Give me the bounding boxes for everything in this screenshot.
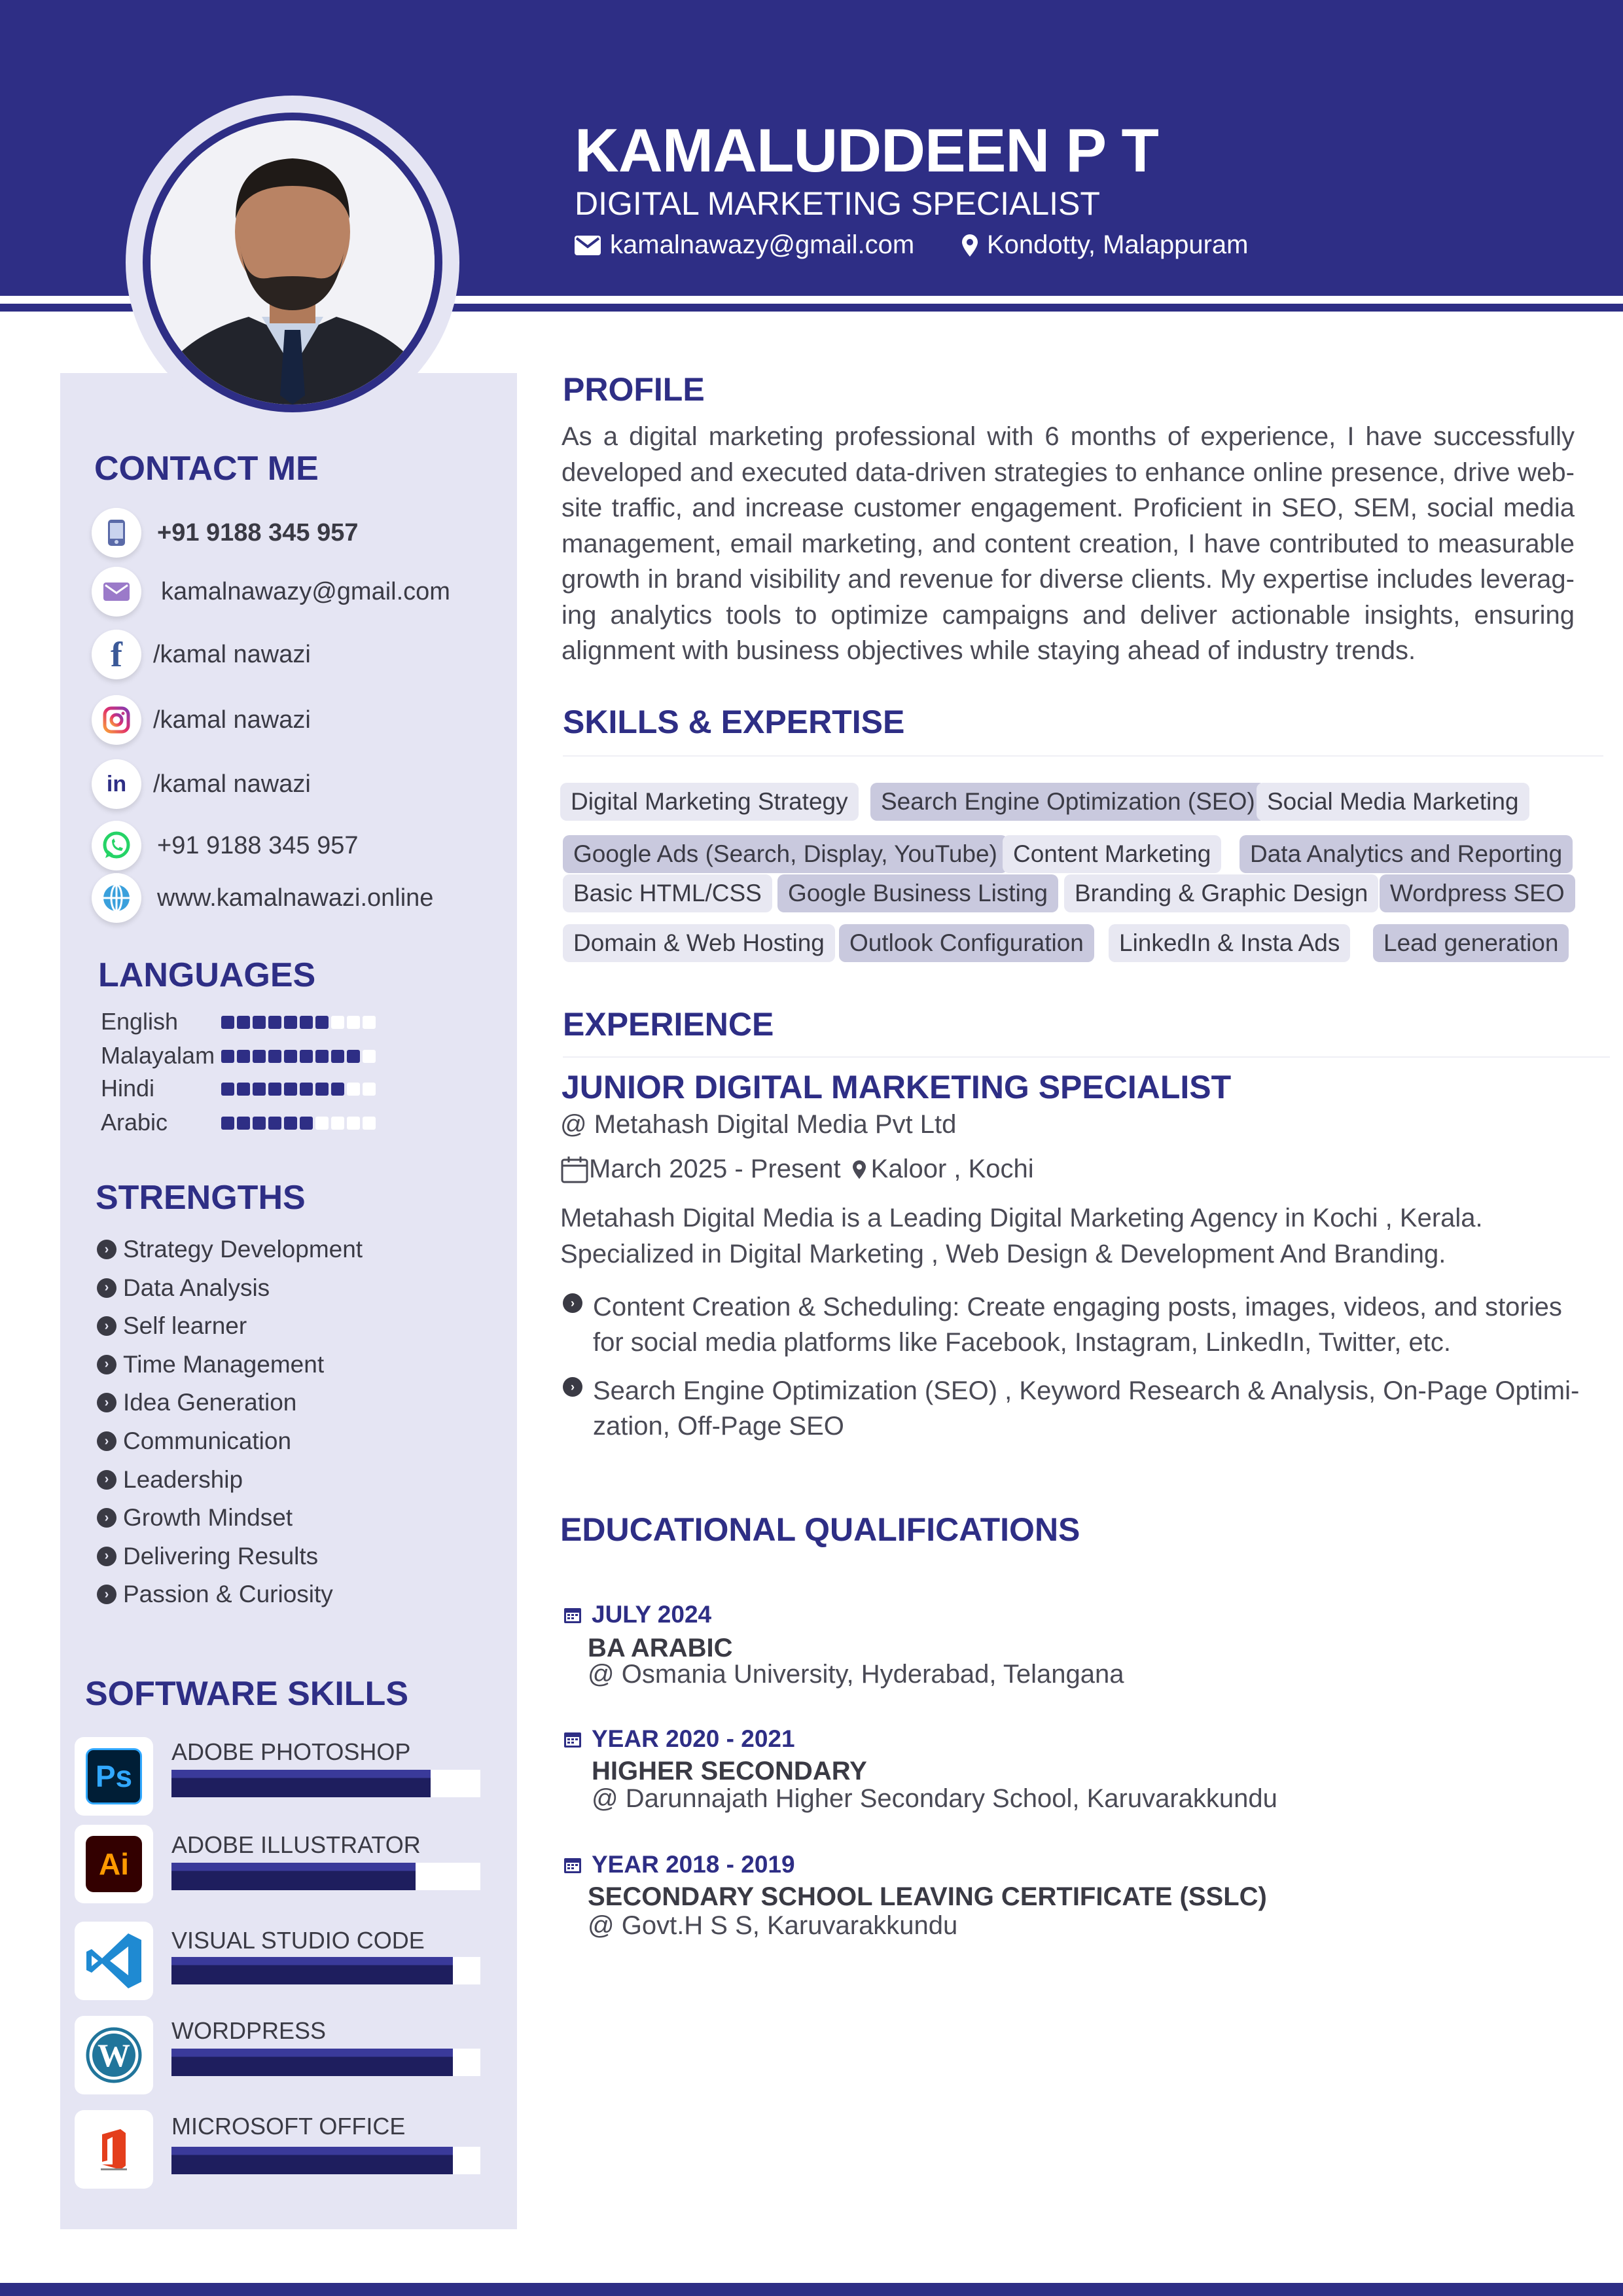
job-dates-row bbox=[560, 1155, 1034, 1184]
languages-heading: LANGUAGES bbox=[98, 956, 316, 994]
software-skill-fill bbox=[171, 2147, 453, 2174]
strength-label: Growth Mindset bbox=[123, 1504, 293, 1532]
software-name: MICROSOFT OFFICE bbox=[171, 2113, 406, 2140]
strength-item bbox=[97, 1236, 363, 1263]
contact-instagram-text: /kamal nawazi bbox=[153, 706, 311, 734]
skill-chip: Lead generation bbox=[1373, 924, 1569, 962]
mail-icon bbox=[92, 567, 141, 617]
experience-rule bbox=[563, 1056, 1610, 1058]
skill-chip: Google Business Listing bbox=[777, 874, 1058, 912]
edu-date-text: JULY 2024 bbox=[592, 1601, 712, 1628]
chevron-right-icon: › bbox=[97, 1355, 116, 1374]
skill-chip: Basic HTML/CSS bbox=[563, 874, 772, 912]
edu-school: @ Osmania University, Hyderabad, Telangana bbox=[588, 1660, 1124, 1689]
language-level-dot bbox=[315, 1117, 329, 1130]
job-bullet-line: Search Engine Optimization (SEO) , Keyword Research & Analysis, On-Page Optimi- bbox=[593, 1376, 1580, 1405]
skill-chip: Branding & Graphic Design bbox=[1064, 874, 1378, 912]
software-heading: SOFTWARE SKILLS bbox=[85, 1675, 408, 1713]
chevron-right-icon: › bbox=[97, 1278, 116, 1298]
language-name: Malayalam bbox=[101, 1042, 215, 1069]
language-level-dot bbox=[253, 1016, 266, 1029]
contact-heading: CONTACT ME bbox=[94, 450, 319, 488]
language-level-dot bbox=[253, 1050, 266, 1063]
chevron-right-icon: › bbox=[97, 1547, 116, 1566]
strength-item bbox=[97, 1504, 293, 1532]
bullet-arrow-icon: › bbox=[563, 1293, 582, 1313]
experience-heading: EXPERIENCE bbox=[563, 1006, 774, 1043]
person-name: KAMALUDDEEN P T bbox=[575, 116, 1158, 185]
job-bullet-line: zation, Off-Page SEO bbox=[593, 1412, 844, 1441]
strength-item bbox=[97, 1351, 324, 1378]
skill-chip: Outlook Configuration bbox=[839, 924, 1094, 962]
language-level-dot bbox=[268, 1050, 281, 1063]
language-level-dot bbox=[363, 1083, 376, 1096]
job-bullet bbox=[593, 1289, 1562, 1360]
strengths-heading: STRENGTHS bbox=[96, 1179, 306, 1217]
job-description-line: Specialized in Digital Marketing , Web Design & Development And Branding. bbox=[560, 1240, 1446, 1268]
software-skill-fill bbox=[171, 1770, 431, 1797]
language-level-dot bbox=[347, 1016, 360, 1029]
job-bullet-line: for social media platforms like Facebook, Instagram, LinkedIn, Twitter, etc. bbox=[593, 1328, 1451, 1357]
software-skill-bar bbox=[171, 2049, 480, 2076]
chevron-right-icon: › bbox=[97, 1393, 116, 1412]
edu-date bbox=[563, 1601, 711, 1628]
software-skill-fill bbox=[171, 2049, 453, 2076]
strength-label: Passion & Curiosity bbox=[123, 1581, 333, 1608]
contact-email[interactable] bbox=[92, 567, 450, 617]
language-level-dot bbox=[237, 1083, 250, 1096]
vscode-icon bbox=[75, 1922, 153, 2000]
header-email[interactable] bbox=[575, 230, 914, 260]
chevron-right-icon: › bbox=[97, 1585, 116, 1604]
profile-line: growth in brand visibility and revenue for diverse clients. My expertise includes leverag- bbox=[562, 565, 1575, 594]
software-skill-bar bbox=[171, 1770, 480, 1797]
language-level-dot bbox=[363, 1016, 376, 1029]
contact-email-text: kamalnawazy@gmail.com bbox=[161, 577, 450, 605]
profile-photo bbox=[151, 120, 435, 404]
edu-school: @ Govt.H S S, Karuvarakkundu bbox=[588, 1911, 958, 1940]
language-level-dot bbox=[347, 1117, 360, 1130]
language-level-dot bbox=[315, 1016, 329, 1029]
skill-chip: Social Media Marketing bbox=[1257, 783, 1529, 821]
software-skill-fill bbox=[171, 1863, 416, 1890]
language-level-dot bbox=[237, 1117, 250, 1130]
language-level-dot bbox=[363, 1117, 376, 1130]
contact-facebook[interactable] bbox=[92, 630, 311, 679]
skill-chip: Data Analytics and Reporting bbox=[1240, 835, 1573, 873]
chevron-right-icon: › bbox=[97, 1240, 116, 1259]
skill-chip: Domain & Web Hosting bbox=[563, 924, 835, 962]
edu-date bbox=[563, 1725, 795, 1753]
profile-line: As a digital marketing professional with 6 months of experience, I have successfully bbox=[562, 422, 1575, 451]
language-level-dot bbox=[253, 1117, 266, 1130]
strength-label: Delivering Results bbox=[123, 1542, 319, 1570]
job-description bbox=[560, 1200, 1483, 1272]
phone-icon bbox=[92, 508, 141, 558]
strength-label: Time Management bbox=[123, 1350, 325, 1378]
map-pin-icon bbox=[853, 1160, 866, 1179]
strength-label: Communication bbox=[123, 1427, 292, 1454]
svg-text:W: W bbox=[98, 2037, 130, 2073]
skill-chip: Google Ads (Search, Display, YouTube) bbox=[563, 835, 1008, 873]
edu-title: SECONDARY SCHOOL LEAVING CERTIFICATE (SSLC) bbox=[588, 1882, 1267, 1911]
skill-chip: Wordpress SEO bbox=[1380, 874, 1575, 912]
mail-icon bbox=[575, 236, 601, 255]
strength-item bbox=[97, 1389, 296, 1416]
strength-item bbox=[97, 1581, 333, 1608]
language-level-bar bbox=[221, 1083, 376, 1096]
skills-heading: SKILLS & EXPERTISE bbox=[563, 704, 905, 740]
whatsapp-icon bbox=[92, 821, 141, 870]
language-level-dot bbox=[268, 1016, 281, 1029]
profile-line: site traffic, and increase customer engagement. Proficient in SEO, SEM, social media bbox=[562, 493, 1575, 522]
calendar-icon bbox=[560, 1155, 589, 1184]
language-level-dot bbox=[315, 1050, 329, 1063]
header-location bbox=[962, 230, 1248, 260]
bullet-arrow-icon: › bbox=[563, 1377, 582, 1397]
software-name: ADOBE ILLUSTRATOR bbox=[171, 1831, 421, 1858]
strength-item bbox=[97, 1427, 291, 1455]
language-level-dot bbox=[300, 1016, 313, 1029]
language-level-dot bbox=[347, 1083, 360, 1096]
edu-title: BA ARABIC bbox=[588, 1634, 733, 1662]
chevron-right-icon: › bbox=[97, 1508, 116, 1528]
linkedin-icon: in bbox=[92, 759, 141, 809]
job-description-line: Metahash Digital Media is a Leading Digital Marketing Agency in Kochi , Kerala. bbox=[560, 1204, 1483, 1232]
language-level-dot bbox=[268, 1117, 281, 1130]
illustrator-icon: Ai bbox=[75, 1825, 153, 1903]
chevron-right-icon: › bbox=[97, 1431, 116, 1451]
language-level-dot bbox=[331, 1016, 344, 1029]
person-title: DIGITAL MARKETING SPECIALIST bbox=[575, 185, 1100, 222]
software-name: ADOBE PHOTOSHOP bbox=[171, 1738, 411, 1765]
language-level-dot bbox=[300, 1117, 313, 1130]
edu-title: HIGHER SECONDARY bbox=[592, 1757, 867, 1785]
strength-label: Strategy Development bbox=[123, 1236, 363, 1263]
education-heading: EDUCATIONAL QUALIFICATIONS bbox=[560, 1511, 1080, 1548]
contact-website-text: www.kamalnawazi.online bbox=[157, 884, 434, 912]
contact-instagram[interactable] bbox=[92, 695, 311, 745]
language-level-dot bbox=[331, 1117, 344, 1130]
contact-facebook-text: /kamal nawazi bbox=[153, 640, 311, 668]
language-level-dot bbox=[237, 1016, 250, 1029]
language-level-dot bbox=[253, 1083, 266, 1096]
edu-date bbox=[563, 1851, 795, 1878]
job-title: JUNIOR DIGITAL MARKETING SPECIALIST bbox=[562, 1069, 1232, 1105]
language-level-dot bbox=[284, 1050, 297, 1063]
wordpress-icon bbox=[75, 2016, 153, 2094]
language-level-dot bbox=[221, 1083, 234, 1096]
language-level-dot bbox=[347, 1050, 360, 1063]
software-skill-bar bbox=[171, 2147, 480, 2174]
job-bullet bbox=[593, 1373, 1579, 1444]
strength-item bbox=[97, 1543, 318, 1570]
skills-rule bbox=[563, 755, 1603, 757]
language-level-dot bbox=[268, 1083, 281, 1096]
job-place: Kaloor , Kochi bbox=[870, 1155, 1034, 1183]
job-dates: March 2025 - Present bbox=[589, 1155, 841, 1183]
skill-chip: Content Marketing bbox=[1003, 835, 1221, 873]
language-level-dot bbox=[363, 1050, 376, 1063]
skill-chip: LinkedIn & Insta Ads bbox=[1109, 924, 1350, 962]
contact-linkedin[interactable] bbox=[92, 759, 311, 809]
calendar-icon bbox=[563, 1729, 582, 1749]
edu-school: @ Darunnajath Higher Secondary School, Karuvarakkundu bbox=[592, 1784, 1277, 1813]
language-level-bar bbox=[221, 1016, 376, 1029]
footer-band bbox=[0, 2283, 1623, 2296]
job-bullet-line: Content Creation & Scheduling: Create engaging posts, images, videos, and stories bbox=[593, 1293, 1562, 1321]
language-level-bar bbox=[221, 1117, 376, 1130]
facebook-icon: f bbox=[92, 630, 141, 679]
language-name: English bbox=[101, 1008, 179, 1035]
language-level-dot bbox=[221, 1050, 234, 1063]
contact-linkedin-text: /kamal nawazi bbox=[153, 770, 311, 798]
profile-line: alignment with business objectives while staying ahead of industry trends. bbox=[562, 636, 1416, 665]
contact-phone-text: +91 9188 345 957 bbox=[157, 518, 359, 547]
strength-label: Idea Generation bbox=[123, 1389, 297, 1416]
map-pin-icon bbox=[962, 234, 978, 257]
globe-icon bbox=[92, 873, 141, 923]
chevron-right-icon: › bbox=[97, 1470, 116, 1490]
edu-date-text: YEAR 2020 - 2021 bbox=[592, 1725, 795, 1752]
contact-whatsapp-text: +91 9188 345 957 bbox=[157, 831, 359, 859]
strength-label: Leadership bbox=[123, 1465, 243, 1493]
profile-line: ing analytics tools to optimize campaigns and deliver actionable insights, ensuring bbox=[562, 600, 1575, 630]
language-level-dot bbox=[300, 1050, 313, 1063]
language-name: Arabic bbox=[101, 1109, 168, 1136]
instagram-icon bbox=[92, 695, 141, 745]
language-level-dot bbox=[331, 1083, 344, 1096]
language-level-dot bbox=[221, 1016, 234, 1029]
strength-label: Data Analysis bbox=[123, 1274, 270, 1301]
calendar-icon bbox=[563, 1605, 582, 1624]
language-name: Hindi bbox=[101, 1075, 155, 1102]
chevron-right-icon: › bbox=[97, 1316, 116, 1336]
contact-website[interactable] bbox=[92, 873, 433, 923]
calendar-icon bbox=[563, 1855, 582, 1874]
software-skill-bar bbox=[171, 1957, 480, 1984]
strength-item bbox=[97, 1274, 270, 1302]
strength-label: Self learner bbox=[123, 1312, 247, 1340]
language-level-dot bbox=[300, 1083, 313, 1096]
contact-whatsapp[interactable] bbox=[92, 821, 358, 870]
person-icon bbox=[151, 120, 435, 404]
language-level-dot bbox=[284, 1117, 297, 1130]
profile-line: developed and executed data-driven strategies to enhance online presence, drive web- bbox=[562, 457, 1575, 487]
language-level-dot bbox=[315, 1083, 329, 1096]
edu-date-text: YEAR 2018 - 2019 bbox=[592, 1851, 795, 1878]
skill-chip: Digital Marketing Strategy bbox=[560, 783, 859, 821]
language-level-dot bbox=[331, 1050, 344, 1063]
language-level-dot bbox=[221, 1117, 234, 1130]
header-email-text: kamalnawazy@gmail.com bbox=[610, 230, 915, 259]
language-level-dot bbox=[284, 1016, 297, 1029]
job-company: @ Metahash Digital Media Pvt Ltd bbox=[560, 1110, 957, 1139]
software-name: WORDPRESS bbox=[171, 2017, 327, 2044]
skill-chip: Search Engine Optimization (SEO) bbox=[870, 783, 1266, 821]
contact-phone[interactable] bbox=[92, 508, 358, 558]
language-level-dot bbox=[284, 1083, 297, 1096]
software-name: VISUAL STUDIO CODE bbox=[171, 1927, 425, 1954]
header-location-text: Kondotty, Malappuram bbox=[987, 230, 1249, 259]
profile-text bbox=[562, 419, 1575, 669]
photoshop-icon: Ps bbox=[75, 1737, 153, 1816]
software-skill-fill bbox=[171, 1957, 453, 1984]
software-skill-bar bbox=[171, 1863, 480, 1890]
language-level-dot bbox=[237, 1050, 250, 1063]
strength-item bbox=[97, 1312, 247, 1340]
profile-heading: PROFILE bbox=[563, 371, 705, 408]
language-level-bar bbox=[221, 1050, 376, 1063]
strength-item bbox=[97, 1466, 243, 1494]
profile-line: management, email marketing, and content creation, I have contributed to measurable bbox=[562, 529, 1575, 558]
office-icon bbox=[75, 2110, 153, 2189]
